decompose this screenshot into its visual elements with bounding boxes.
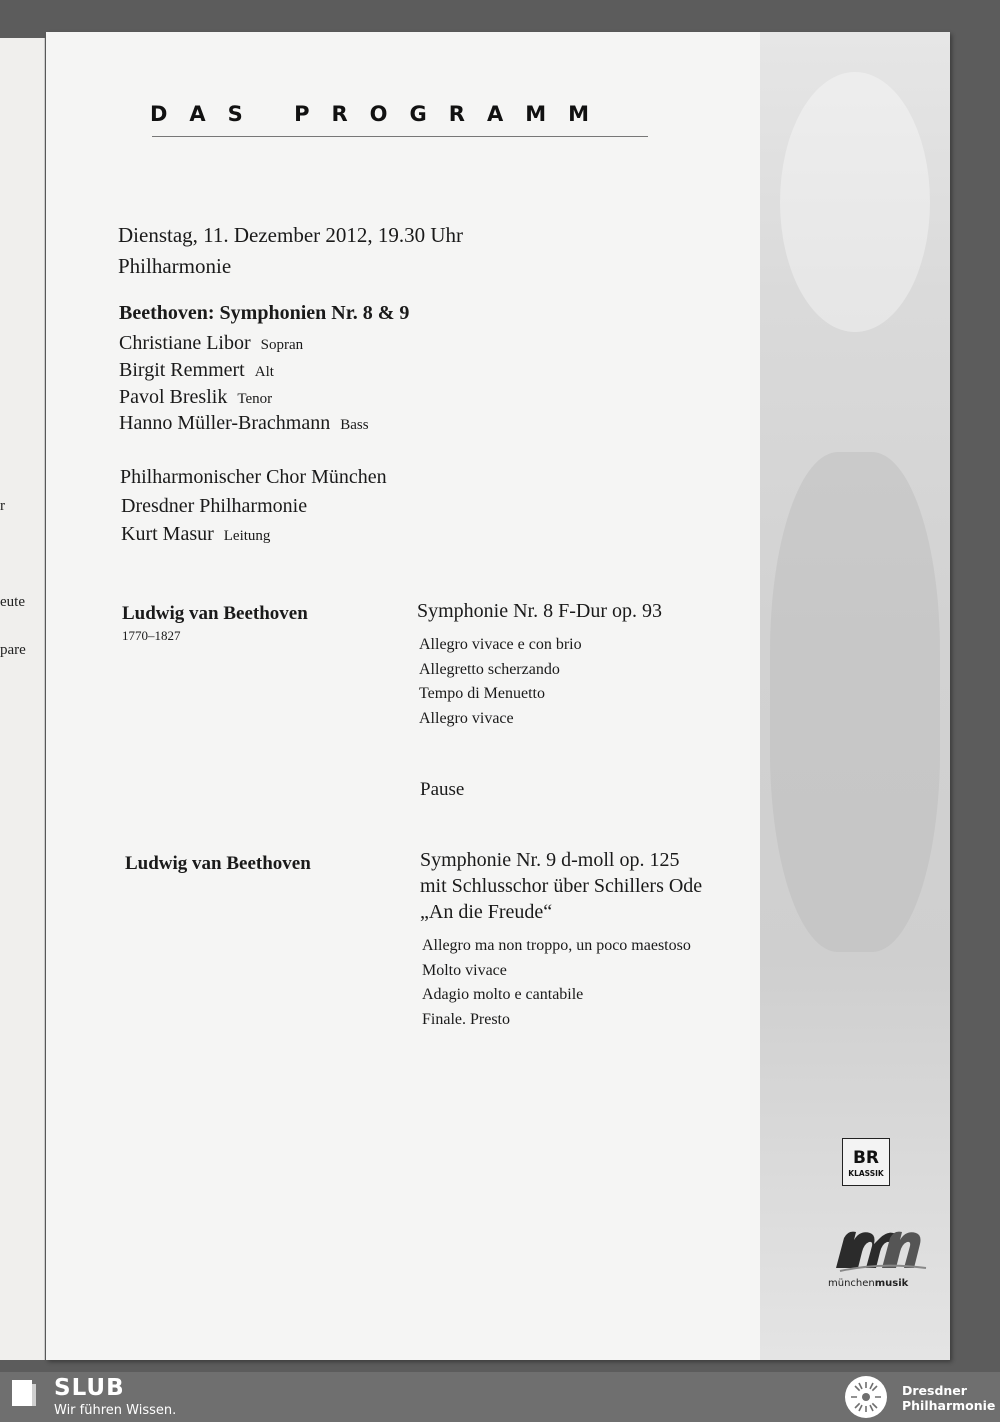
soloist-line [119, 359, 274, 382]
ensemble-name: Philharmonischer Chor München [120, 466, 387, 488]
movement-item: Finale. Presto [422, 1010, 510, 1028]
work-title [420, 847, 702, 925]
ensemble-name: Dresdner Philharmonie [121, 495, 308, 517]
dresdner-philharmonie-name: Dresdner Philharmonie [902, 1383, 996, 1413]
slub-logo-icon [10, 1378, 38, 1408]
work-title-line: Symphonie Nr. 9 d-moll op. 125 [420, 849, 680, 871]
heading-rule [152, 136, 648, 137]
soloist-line [119, 386, 272, 409]
movement-item: Allegretto scherzando [419, 660, 560, 678]
composer-dates: 1770–1827 [122, 628, 181, 643]
concert-title: Beethoven: Symphonien Nr. 8 & 9 [119, 302, 410, 324]
left-page-fragment: r [0, 498, 5, 514]
ensemble-line [121, 495, 307, 518]
slub-name: SLUB [54, 1375, 125, 1401]
movement-item: Allegro ma non troppo, un poco maestoso [422, 937, 691, 954]
work-title-line: Symphonie Nr. 8 F-Dur op. 93 [417, 600, 662, 622]
movement-item: Tempo di Menuetto [419, 685, 545, 702]
soloist-role: Tenor [237, 391, 273, 407]
soloist-line [119, 412, 369, 435]
movement-item: Molto vivace [422, 961, 507, 979]
soloist-name: Christiane Libor [119, 332, 251, 354]
work-title-line: „An die Freude“ [420, 901, 553, 923]
conductor-name: Kurt Masur [121, 523, 214, 545]
ensemble-line [120, 466, 387, 489]
muenchenmusik-logo [830, 1224, 930, 1274]
br-klassik-logo: BR KLASSIK [842, 1138, 890, 1186]
soloist-line [119, 332, 303, 355]
program-page [46, 32, 950, 1360]
work-composer: Ludwig van Beethoven [125, 853, 311, 874]
event-date: Dienstag, 11. Dezember 2012, 19.30 Uhr [118, 223, 464, 247]
conductor-role: Leitung [223, 528, 271, 544]
page-heading: DAS PROGRAMM [150, 102, 611, 126]
pause-label: Pause [420, 779, 465, 800]
soloist-role: Alt [254, 364, 274, 380]
movement-item: Allegro vivace [419, 709, 514, 727]
movement-item: Allegro vivace e con brio [419, 636, 582, 653]
event-info [118, 220, 463, 282]
event-venue: Philharmonie [118, 254, 232, 278]
slub-tagline: Wir führen Wissen. [54, 1403, 177, 1418]
soloist-name: Birgit Remmert [119, 359, 245, 381]
soloist-role: Bass [340, 417, 369, 433]
work-title [417, 598, 662, 624]
left-page-edge [0, 38, 45, 1360]
dresdner-philharmonie-logo-icon [842, 1374, 890, 1420]
muenchenmusik-wordmark: münchenmusik [828, 1278, 909, 1289]
work-title-line: mit Schlusschor über Schillers Ode [420, 875, 703, 897]
conductor-line [121, 523, 270, 546]
left-page-fragment: pare [0, 642, 26, 658]
movement-list [419, 633, 582, 731]
movement-list [422, 934, 691, 1032]
left-page-fragment: eute [0, 594, 25, 610]
soloist-name: Hanno Müller-Brachmann [119, 412, 331, 434]
soloist-name: Pavol Breslik [119, 386, 228, 408]
soloist-role: Sopran [260, 337, 304, 353]
movement-item: Adagio molto e cantabile [422, 986, 584, 1003]
work-composer: Ludwig van Beethoven [122, 603, 308, 624]
footer-bar [0, 1372, 1000, 1422]
